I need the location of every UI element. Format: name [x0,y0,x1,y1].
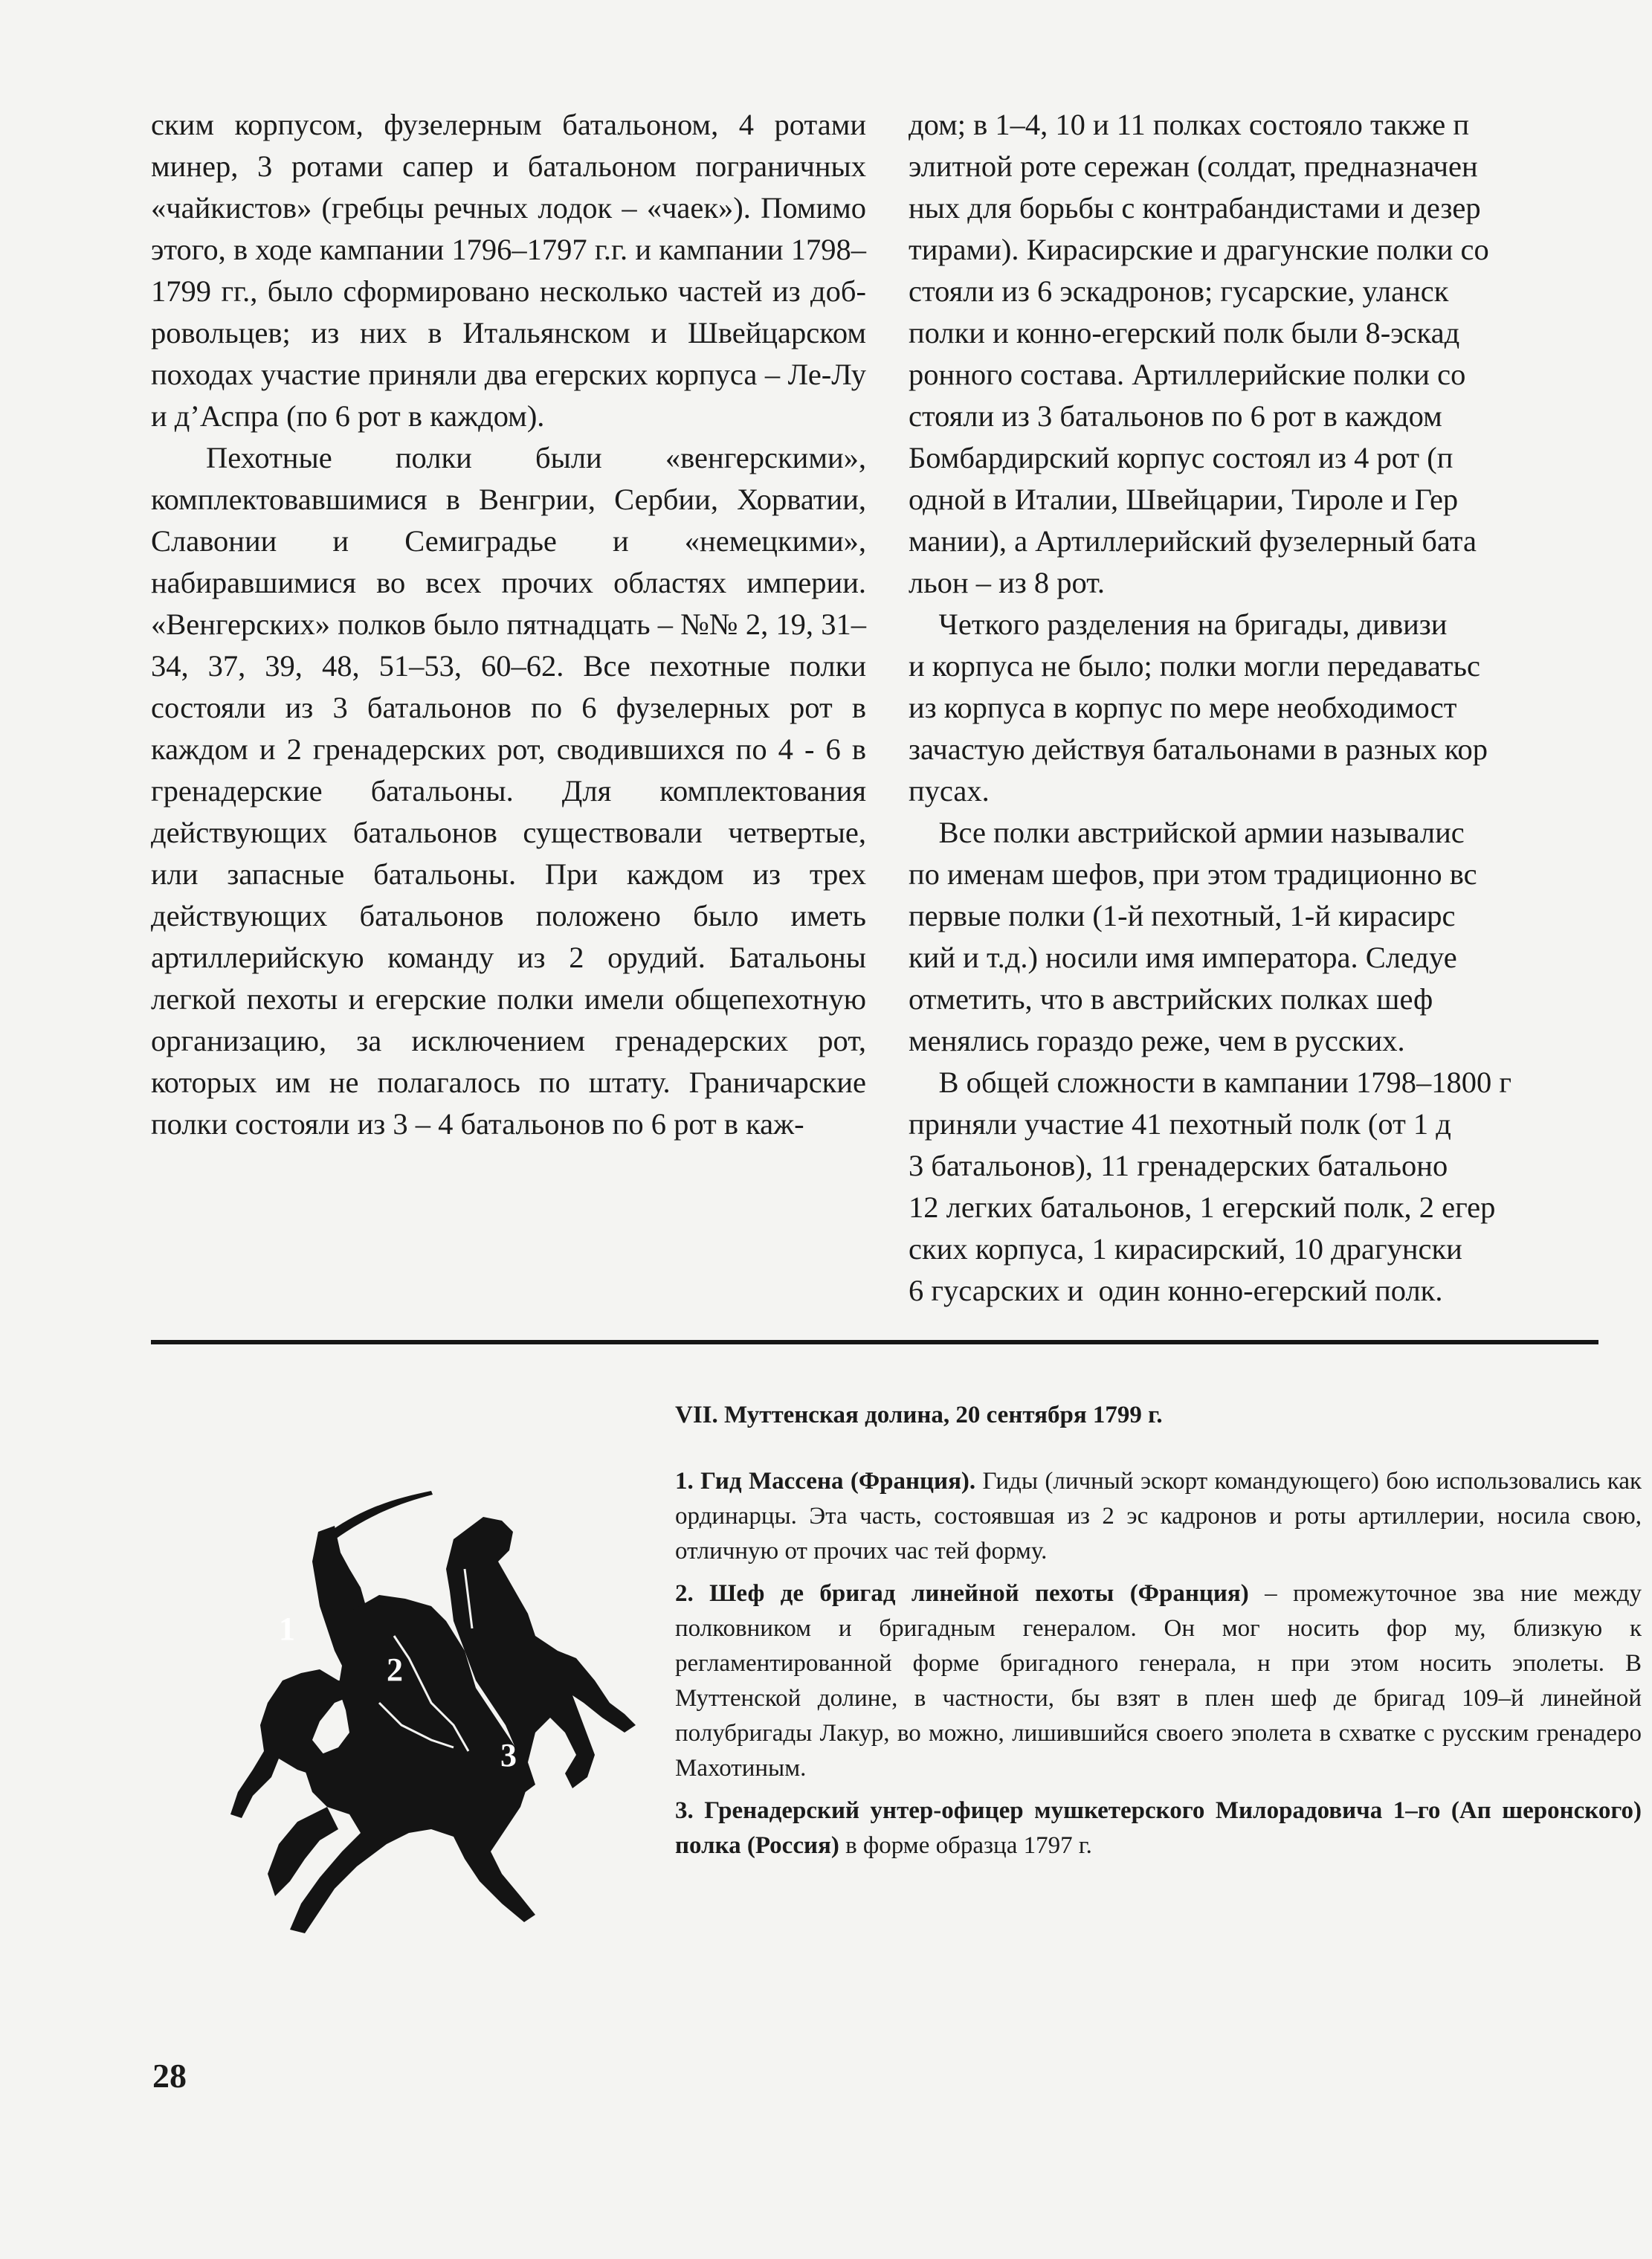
text-line: стояли из 6 эскадронов; гусарские, уланск [909,274,1449,308]
text-line: и корпуса не было; полки могли передаватьс [909,649,1480,683]
text-line: полки и конно-егерский полк были 8-эскад [909,316,1460,349]
text-line: стояли из 3 батальонов по 6 рот в каждом [909,399,1442,433]
text-line: кий и т.д.) носили имя императора. Следуе [909,941,1457,974]
text-line: Все полки австрийской армии называлис [909,816,1465,849]
cavalry-silhouette-illustration [208,1457,647,1956]
text-line: ронного состава. Артиллерийские полки со [909,358,1466,391]
page-number: 28 [152,2057,187,2095]
paragraph: ским корпусом, фузелерным батальоном, 4 ротами минер, 3 ротами сапер и батальоном пограничных «чайкистов» (гребцы речных лодок – «чаек»). Помимо этого, в ходе кампании 1796–1797 г.г. и кампании 1798–1799 гг., было сформировано несколько частей из добровольцев; из них в Итальянском и Швейцарском походах участие приняли два егерских корпуса – Ле-Лу и д’Аспра (по 6 рот в каждом). [151,108,866,433]
figure-label-2: 2 [387,1651,403,1688]
caption-item-head: 1. Гид Массена (Франция). [675,1468,976,1495]
caption-title: VII. Муттенская долина, 20 сентября 1799 г. [675,1402,1163,1428]
text-line: 12 легких батальонов, 1 егерский полк, 2 егер [909,1190,1496,1224]
text-line: В общей сложности в кампании 1798–1800 г [909,1066,1511,1099]
text-line: менялись гораздо реже, чем в русских. [909,1024,1405,1057]
text-line: ских корпуса, 1 кирасирский, 10 драгунски [909,1232,1462,1266]
text-line: приняли участие 41 пехотный полк (от 1 д [909,1107,1451,1141]
text-line: пусах. [909,774,990,808]
caption-item-2 [675,1576,1642,1786]
text-line: одной в Италии, Швейцарии, Тироле и Гер [909,483,1459,516]
text-line: 6 гусарских и один конно-егерский полк. [909,1274,1443,1307]
text-line: зачастую действуя батальонами в разных кор [909,732,1488,766]
caption-item-head: 3. Гренадерский унтер-офицер мушкетерского Милорадовича 1–го (Ап шеронского) полка (Россия) [675,1797,1642,1859]
text-line: ных для борьбы с контрабандистами и дезер [909,191,1481,225]
left-text-column [151,104,866,1145]
section-divider [151,1340,1598,1344]
text-line: льон – из 8 рот. [909,566,1106,599]
figure-caption [675,1398,1642,1871]
text-line: мании), а Артиллерийский фузелерный бата [909,524,1477,558]
figure-label-1: 1 [279,1611,295,1647]
text-line: дом; в 1–4, 10 и 11 полках состояло также п [909,108,1470,141]
text-line: Бомбардирский корпус состоял из 4 рот (п [909,441,1453,474]
text-line: первые полки (1-й пехотный, 1-й кирасирс [909,899,1456,932]
text-line: элитной роте сережан (солдат, предназначен [909,149,1478,183]
text-line: по именам шефов, при этом традиционно вс [909,857,1477,891]
paragraph: Пехотные полки были «венгерскими», комплектовавшимися в Венгрии, Сербии, Хорватии, Славонии и Семиградье и «немецкими», набиравшимися во всех прочих областях империи. «Венгерских» полков было пятнадцать – №№ 2, 19, 31–34, 37, 39, 48, 51–53, 60–62. Все пехотные полки состояли из 3 батальонов по 6 фузелерных рот в каждом и 2 гренадерских рот, сводившихся по 4 - 6 в гренадерские батальоны. Для комплектования действующих батальонов существовали четвертые, или запасные батальоны. При каждом из трех действующих батальонов положено было иметь артиллерийскую команду из 2 орудий. Батальоны легкой пехоты и егерские полки имели общепехотную организацию, за исключением гренадерских рот, которых им не полагалось по штату. Граничарские полки состояли из 3 – 4 батальонов по 6 рот в каж- [151,441,866,1141]
right-text-column [909,104,1652,1312]
caption-item-body: Гиды (личный эскорт командующего) бою использовались как ординарцы. Эта часть, состоявшая из 2 эс кадронов и роты артиллерии, носила свою, отличную от прочих час тей форму. [675,1468,1642,1564]
caption-item-body: в форме образца 1797 г. [839,1832,1092,1859]
caption-item-head: 2. Шеф де бригад линейной пехоты (Франция) [675,1580,1249,1607]
text-line: из корпуса в корпус по мере необходимост [909,691,1457,724]
caption-item-3 [675,1794,1642,1863]
text-line: 3 батальонов), 11 гренадерских батальоно [909,1149,1448,1182]
caption-item-body: – промежуточное зва ние между полковником и бригадным генералом. Он мог носить фор му, близкую к регламентированной форме бригадного генерала, н при этом носить эполеты. В Муттенской долине, в частности, бы взят в плен шеф де бригад 109–й линейной полубригады Лакур, во можно, лишившийся своего эполета в схватке с русским гренадеро Махотиным. [675,1580,1642,1782]
caption-item-1 [675,1464,1642,1569]
figure-label-3: 3 [500,1737,517,1773]
text-line: Четкого разделения на бригады, дивизи [909,608,1448,641]
text-line: отметить, что в австрийских полках шеф [909,982,1433,1016]
text-line: тирами). Кирасирские и драгунские полки со [909,233,1489,266]
